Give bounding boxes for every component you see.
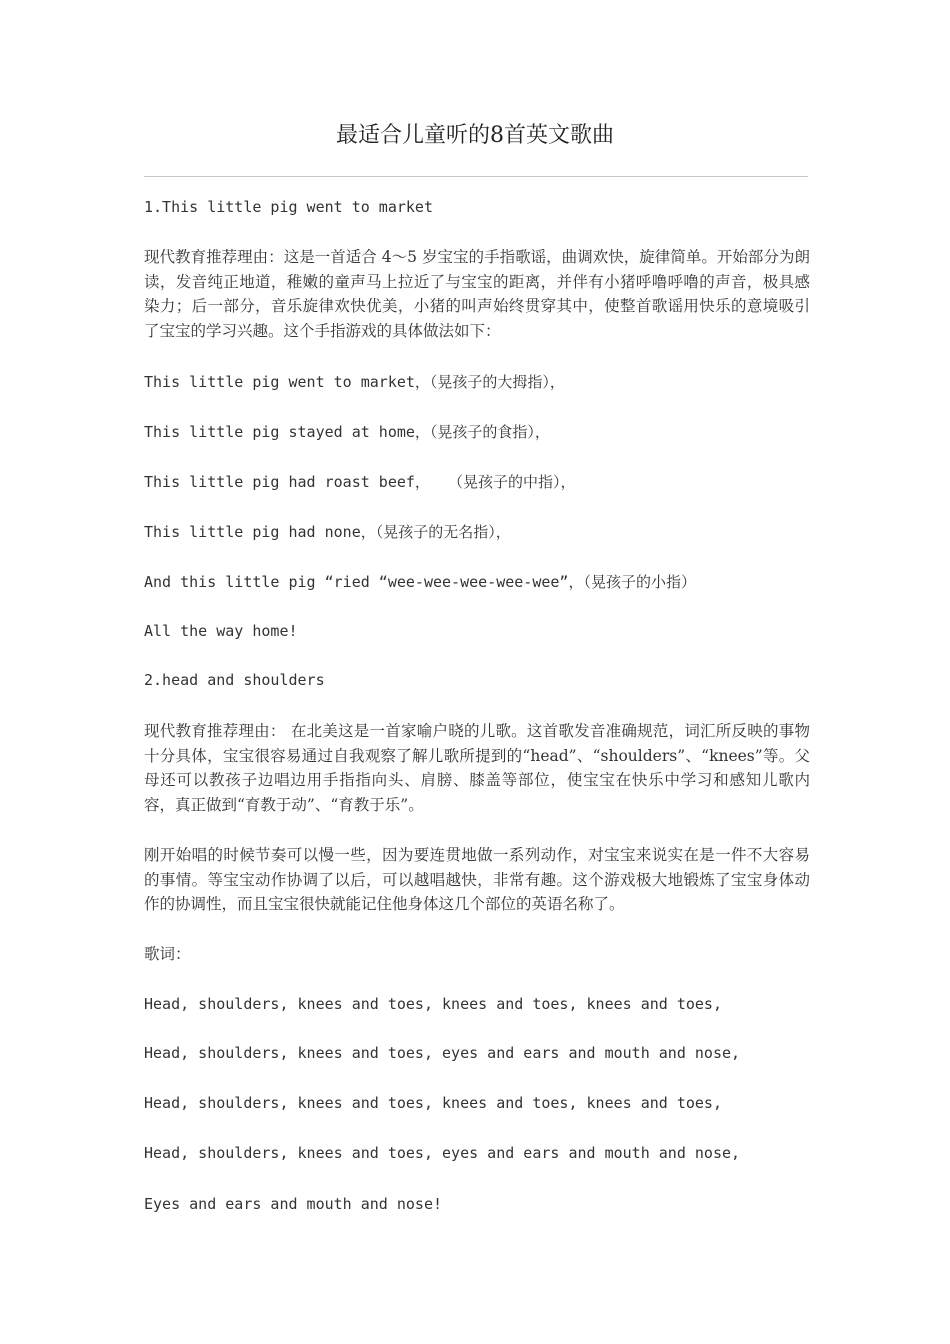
song2-reason: 现代教育推荐理由： 在北美这是一首家喻户晓的儿歌。这首歌发音准确规范，词汇所反映的事物十分具体，宝宝很容易通过自我观察了解儿歌所提到的“head”、“shoulders”、“knees”等。父母还可以教孩子边唱边用手指指向头、肩膀、膝盖等部位，使宝宝在快乐中学习和感知儿歌内容，真正做到“育教于动”、“育教于乐”。 bbox=[144, 722, 810, 814]
lyrics-label: 歌词： bbox=[144, 945, 191, 963]
song2-lyric-3: Head, shoulders, knees and toes, knees and toes, knees and toes, bbox=[144, 1094, 722, 1112]
song1-reason: 现代教育推荐理由：这是一首适合 4～5 岁宝宝的手指歌谣，曲调欢快，旋律简单。开始部分为朗读，发音纯正地道，稚嫩的童声马上拉近了与宝宝的距离，并伴有小猪呼噜呼噜的声音，极具感染力；后一部分，音乐旋律欢快优美，小猪的叫声始终贯穿其中，使整首歌谣用快乐的意境吸引了宝宝的学习兴趣。这个手指游戏的具体做法如下： bbox=[144, 248, 810, 340]
song1-line-3: This little pig had roast beef， （晃孩子的中指）， bbox=[144, 473, 576, 491]
song1-line-1: This little pig went to market，（晃孩子的大拇指）， bbox=[144, 373, 565, 391]
song2-note: 刚开始唱的时候节奏可以慢一些，因为要连贯地做一系列动作，对宝宝来说实在是一件不大容易的事情。等宝宝动作协调了以后，可以越唱越快，非常有趣。这个游戏极大地锻炼了宝宝身体动作的协调性，而且宝宝很快就能记住他身体这几个部位的英语名称了。 bbox=[144, 846, 810, 913]
song2-lyric-4: Head, shoulders, knees and toes, eyes and ears and mouth and nose, bbox=[144, 1144, 741, 1162]
song1-line-5: And this little pig “ried “wee-wee-wee-wee-wee”，（晃孩子的小指） bbox=[144, 573, 696, 591]
song1-line-2: This little pig stayed at home，（晃孩子的食指）， bbox=[144, 423, 550, 441]
song2-lyric-1: Head, shoulders, knees and toes, knees and toes, knees and toes, bbox=[144, 995, 722, 1013]
song2-lyric-5: Eyes and ears and mouth and nose! bbox=[144, 1195, 443, 1213]
song1-line-6: All the way home! bbox=[144, 622, 298, 640]
title-divider bbox=[144, 176, 808, 177]
song2-heading: 2.head and shoulders bbox=[144, 671, 325, 689]
document-title: 最适合儿童听的8首英文歌曲 bbox=[336, 123, 614, 148]
song1-heading: 1.This little pig went to market bbox=[144, 198, 433, 216]
song1-line-4: This little pig had none，（晃孩子的无名指）， bbox=[144, 523, 511, 541]
song2-lyric-2: Head, shoulders, knees and toes, eyes and ears and mouth and nose, bbox=[144, 1044, 741, 1062]
